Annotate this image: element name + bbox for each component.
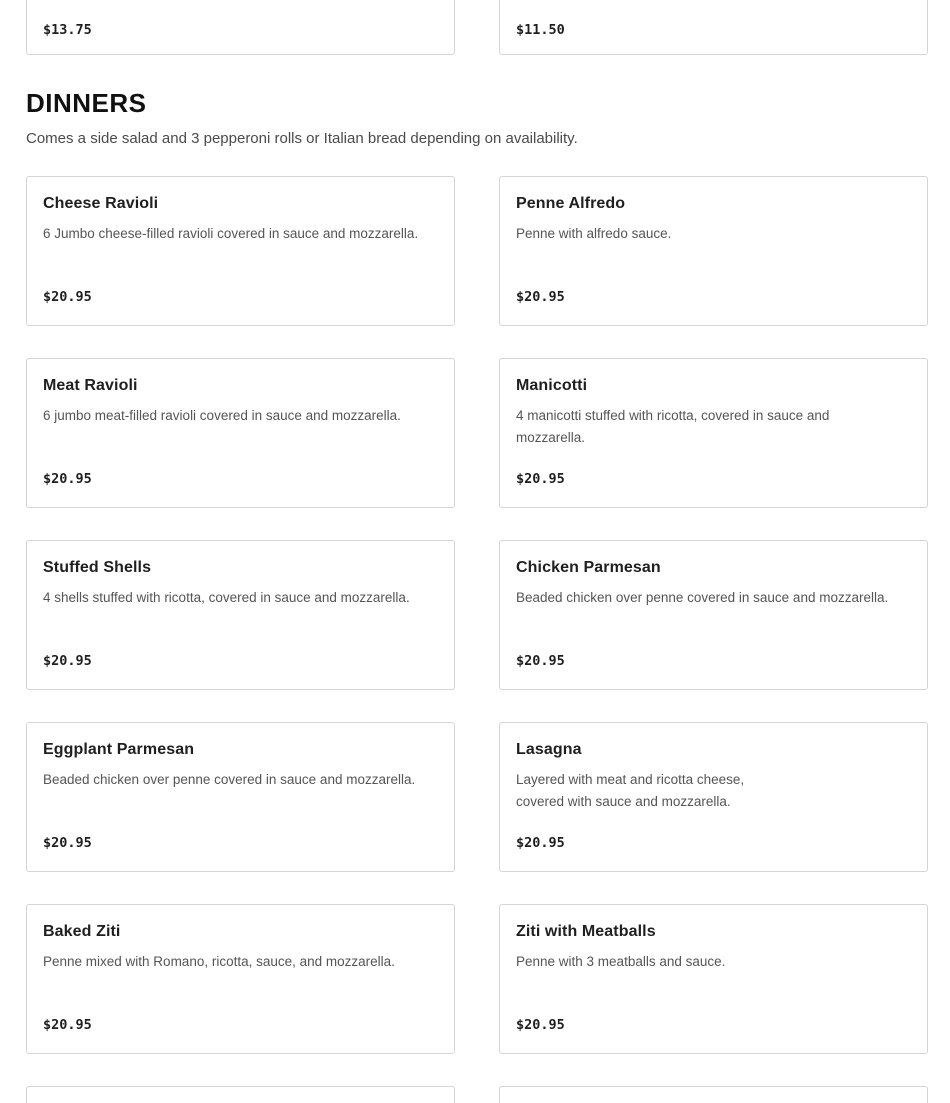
menu-item-card[interactable] (499, 176, 928, 326)
menu-item-card[interactable] (26, 1086, 455, 1103)
menu-item-price: $20.95 (43, 289, 92, 305)
menu-item-price: $20.95 (516, 835, 565, 851)
menu-item-description: Beaded chicken over penne covered in sauce and mozzarella. (516, 590, 889, 605)
menu-item-description: 6 jumbo meat-filled ravioli covered in sauce and mozzarella. (43, 408, 401, 423)
menu-item-description: 4 manicotti stuffed with ricotta, covered in sauce and mozzarella. (516, 408, 830, 445)
menu-item-card[interactable] (26, 176, 455, 326)
menu-item-name: Baked Ziti (43, 923, 121, 940)
menu-item-name: Cheese Ravioli (43, 195, 159, 212)
menu-item-price: $20.95 (43, 835, 92, 851)
menu-item-card[interactable] (499, 0, 928, 55)
menu-item-price: $20.95 (516, 1017, 565, 1033)
menu-item-name: Eggplant Parmesan (43, 741, 195, 758)
menu-item-name: Chicken Parmesan (516, 559, 661, 576)
menu-item-description: 6 Jumbo cheese-filled ravioli covered in sauce and mozzarella. (43, 226, 419, 241)
menu-item-price: $20.95 (43, 471, 92, 487)
menu-item-card[interactable] (499, 1086, 928, 1103)
menu-item-card[interactable] (26, 0, 455, 55)
section-description: Comes a side salad and 3 pepperoni rolls or Italian bread depending on availability. (26, 130, 578, 147)
menu-item-name: Ziti with Meatballs (516, 923, 656, 940)
menu-item-description: Beaded chicken over penne covered in sauce and mozzarella. (43, 772, 416, 787)
menu-item-name: Lasagna (516, 741, 582, 758)
menu-item-price: $13.75 (43, 22, 92, 38)
menu-item-name: Manicotti (516, 377, 588, 394)
menu-item-card[interactable] (499, 722, 928, 872)
menu-item-card[interactable] (499, 540, 928, 690)
menu-item-card[interactable] (499, 904, 928, 1054)
menu-item-card[interactable] (26, 540, 455, 690)
menu-item-price: $20.95 (43, 1017, 92, 1033)
menu-item-card[interactable] (26, 722, 455, 872)
menu-item-description: Layered with meat and ricotta cheese, covered with sauce and mozzarella. (516, 772, 745, 809)
menu-item-card[interactable] (499, 358, 928, 508)
menu-item-description: 4 shells stuffed with ricotta, covered in sauce and mozzarella. (43, 590, 410, 605)
menu-item-description: Penne mixed with Romano, ricotta, sauce, and mozzarella. (43, 954, 395, 969)
menu-item-price: $20.95 (516, 653, 565, 669)
menu-item-description: Penne with alfredo sauce. (516, 226, 672, 241)
menu-item-name: Stuffed Shells (43, 559, 152, 576)
menu-item-price: $20.95 (516, 471, 565, 487)
menu-item-name: Penne Alfredo (516, 195, 626, 212)
section-title: DINNERS (26, 88, 147, 118)
menu-item-description: Penne with 3 meatballs and sauce. (516, 954, 726, 969)
menu-item-price: $20.95 (43, 653, 92, 669)
menu-item-card[interactable] (26, 904, 455, 1054)
menu-item-price: $11.50 (516, 22, 565, 38)
menu-item-price: $20.95 (516, 289, 565, 305)
menu-item-card[interactable] (26, 358, 455, 508)
menu-item-name: Meat Ravioli (43, 377, 138, 394)
